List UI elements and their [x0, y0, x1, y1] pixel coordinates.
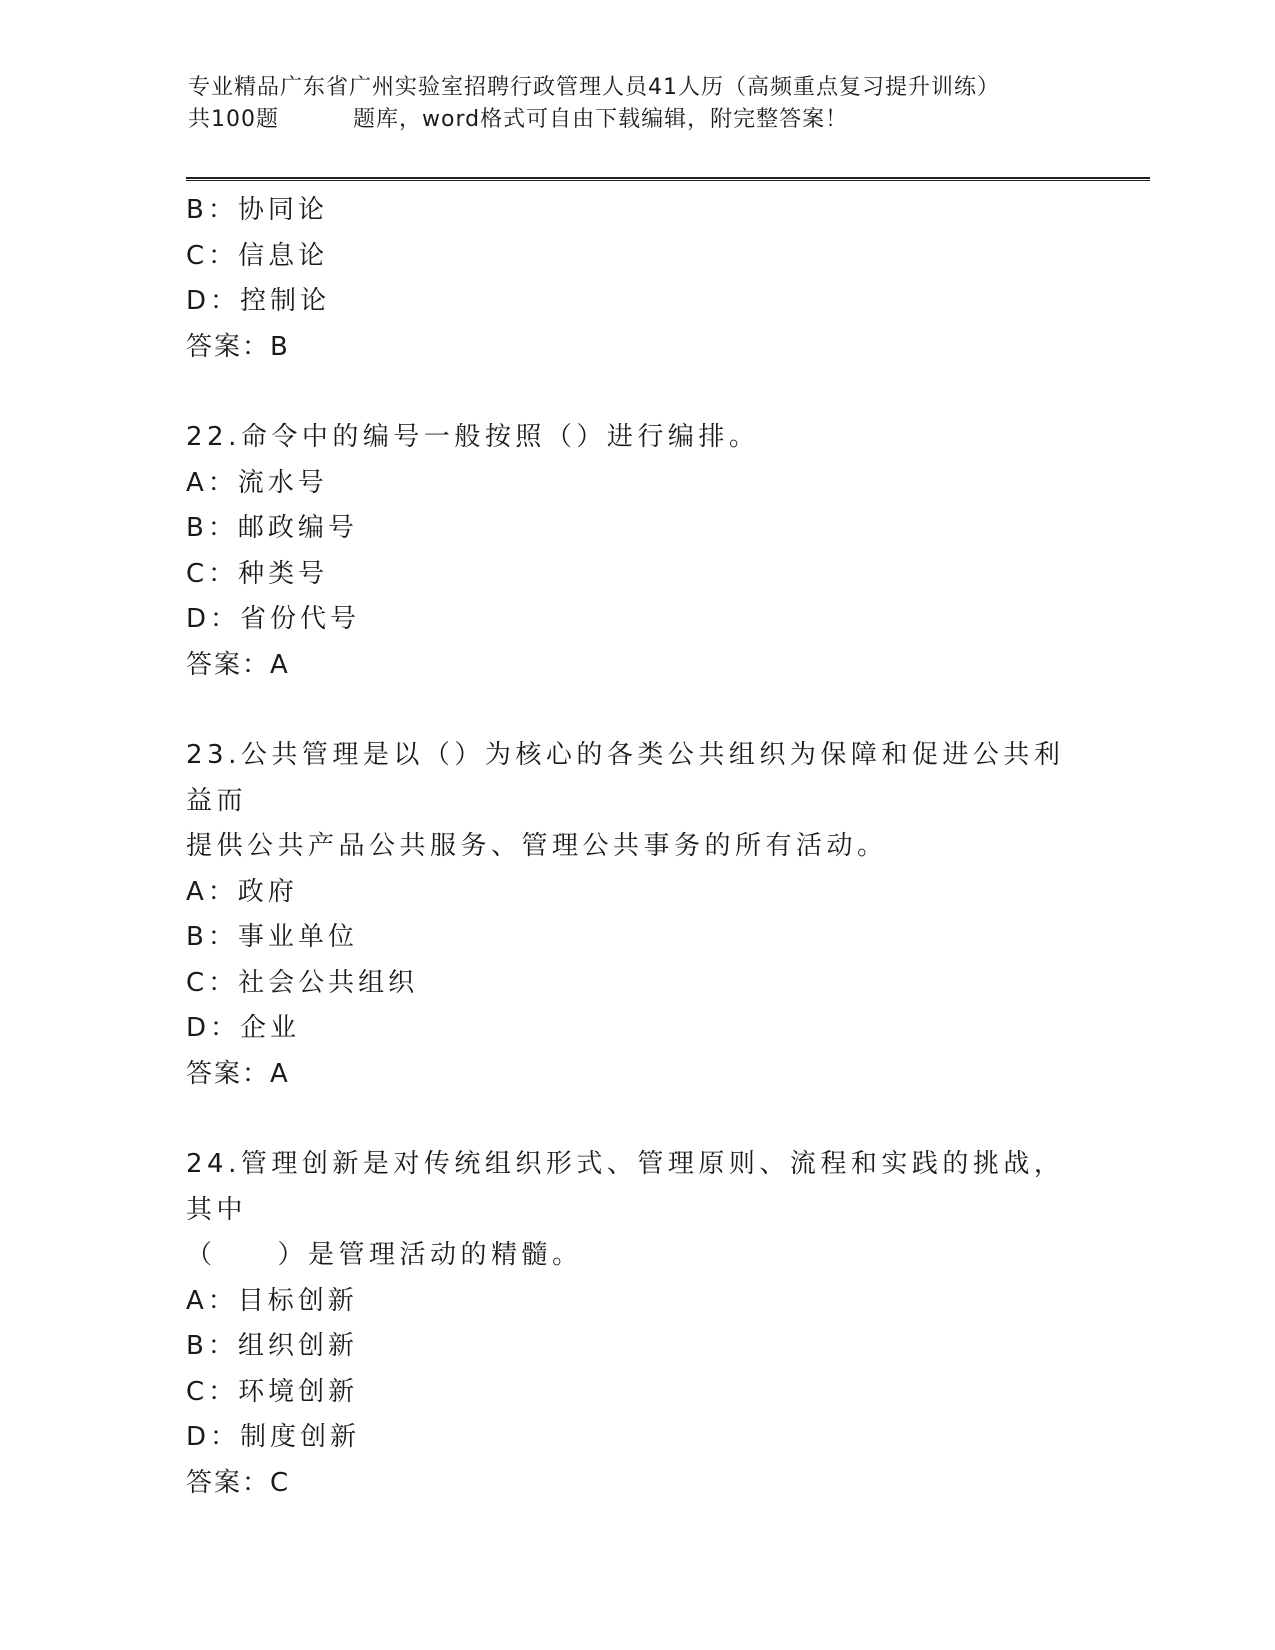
q22-text: 22.命令中的编号一般按照（）进行编排。	[186, 422, 760, 452]
q22-answer: 答案：A	[186, 649, 290, 680]
q24-text-line1: 24.管理创新是对传统组织形式、管理原则、流程和实践的挑战，其中	[186, 1149, 1065, 1225]
q24-option-d: D：制度创新	[186, 1422, 361, 1452]
q21-answer: 答案：B	[186, 331, 290, 362]
header-description: 题库，word格式可自由下载编辑，附完整答案！	[353, 107, 849, 132]
header-title-line2	[188, 104, 1148, 136]
q22-option-b: B：邮政编号	[186, 513, 358, 543]
header-title-line1: 专业精品广东省广州实验室招聘行政管理人员41人历（高频重点复习提升训练）	[188, 75, 1000, 100]
q24-answer: 答案：C	[186, 1467, 291, 1498]
q23-text-line1: 23.公共管理是以（）为核心的各类公共组织为保障和促进公共利益而	[186, 740, 1065, 816]
question-content	[186, 188, 1086, 1506]
q21-option-b: B：协同论	[186, 195, 328, 225]
q21-option-d: D：控制论	[186, 286, 331, 316]
q22-option-a: A：流水号	[186, 467, 328, 498]
q23-answer: 答案：A	[186, 1058, 290, 1089]
q22-option-d: D：省份代号	[186, 604, 361, 634]
header-divider	[186, 177, 1150, 181]
header-question-count: 共100题	[188, 107, 279, 132]
q23-option-d: D：企业	[186, 1013, 301, 1043]
q24-option-c: C：环境创新	[186, 1376, 359, 1407]
q23-option-b: B：事业单位	[186, 922, 358, 952]
q24-option-a: A：目标创新	[186, 1285, 358, 1316]
page-header	[188, 72, 1148, 136]
q23-option-a: A：政府	[186, 876, 298, 907]
q24-text-line2: （ ）是管理活动的精髓。	[186, 1240, 583, 1270]
q23-option-c: C：社会公共组织	[186, 967, 419, 998]
q22-option-c: C：种类号	[186, 558, 329, 589]
q23-text-line2: 提供公共产品公共服务、管理公共事务的所有活动。	[186, 831, 888, 861]
q21-option-c: C：信息论	[186, 240, 329, 271]
q24-option-b: B：组织创新	[186, 1331, 358, 1361]
